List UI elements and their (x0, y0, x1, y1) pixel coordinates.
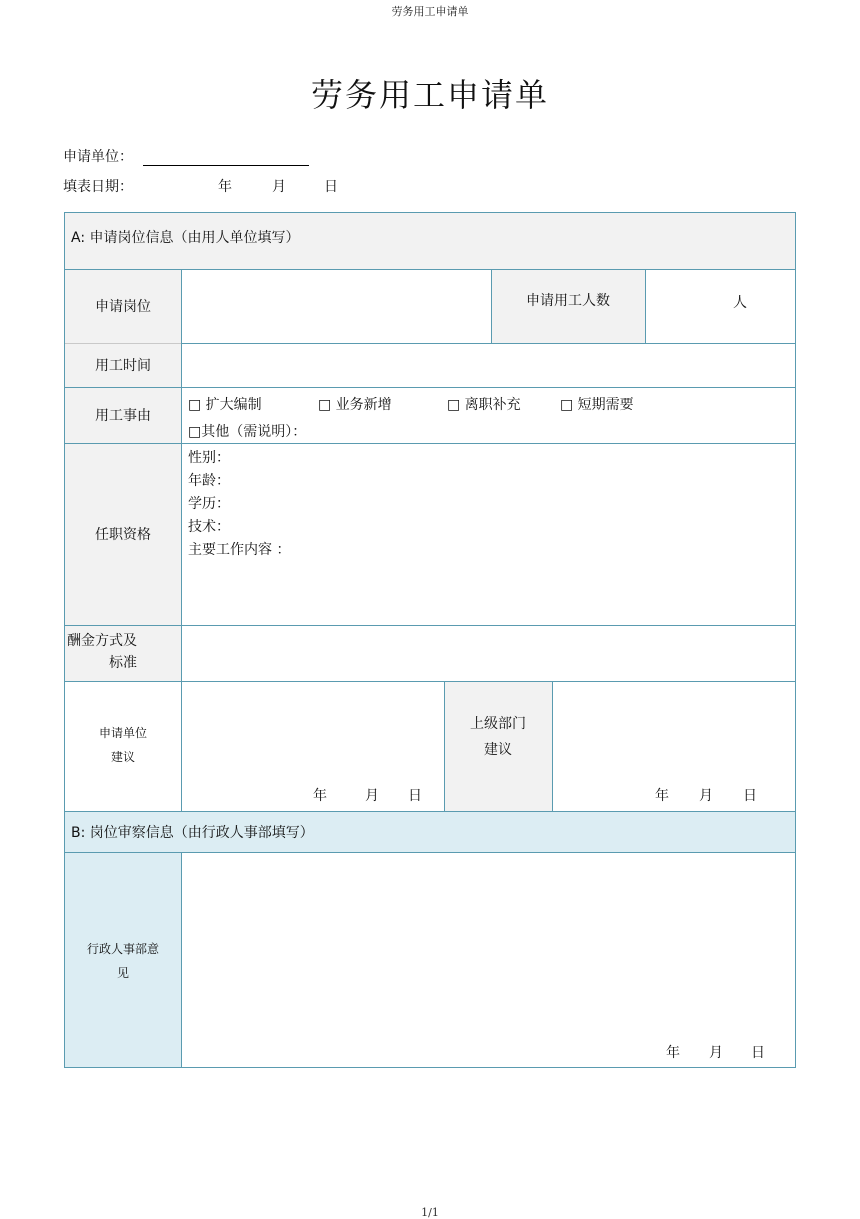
superior-advice-label (444, 711, 552, 763)
unit-advice-label-line2: 建议 (110, 750, 135, 764)
pay-field[interactable] (182, 626, 794, 680)
headcount-label: 申请用工人数 (526, 293, 610, 309)
hr-opinion-day: 日 (751, 1045, 765, 1061)
superior-advice-label-line2: 建议 (484, 742, 512, 758)
reason-option-new-business[interactable]: □ 业务新增 (318, 397, 392, 413)
superior-advice-day: 日 (743, 788, 757, 804)
superior-advice-label-line1: 上级部门 (470, 716, 526, 732)
superior-advice-field[interactable] (553, 682, 794, 810)
qualification-education: 学历： (188, 496, 230, 512)
document-title: 劳务用工申请单 (310, 76, 549, 114)
fill-date-year: 年 (218, 179, 232, 195)
section-a-title: A: 申请岗位信息（由用人单位填写） (71, 230, 300, 246)
unit-advice-month: 月 (365, 788, 379, 804)
unit-advice-year: 年 (313, 788, 327, 804)
hr-opinion-label-line1: 行政人事部意 (86, 942, 159, 956)
unit-advice-label (65, 721, 181, 769)
qualification-age: 年龄： (188, 473, 230, 489)
qualification-list (188, 447, 788, 562)
hr-opinion-year: 年 (666, 1045, 680, 1061)
hr-opinion-label (65, 937, 181, 985)
headcount-field[interactable] (646, 270, 794, 342)
qualification-label: 任职资格 (95, 527, 151, 543)
reason-option-expand[interactable]: □ 扩大编制 (188, 397, 262, 413)
qualification-skills: 技术： (188, 519, 230, 535)
reason-label: 用工事由 (95, 408, 151, 424)
hr-opinion-label-line2: 见 (116, 966, 129, 980)
fill-date-label: 填表日期： (63, 179, 133, 195)
page-number: 1/1 (421, 1206, 439, 1219)
hr-opinion-month: 月 (709, 1045, 723, 1061)
unit-advice-label-line1: 申请单位 (98, 726, 147, 740)
running-header: 劳务用工申请单 (391, 5, 469, 18)
reason-option-replacement[interactable]: □ 离职补充 (447, 397, 521, 413)
pay-label-line2: 标准 (109, 655, 137, 671)
reason-option-short-term[interactable]: □ 短期需要 (560, 397, 634, 413)
fill-date-day: 日 (324, 179, 338, 195)
headcount-unit: 人 (733, 295, 747, 311)
position-field[interactable] (182, 270, 490, 342)
superior-advice-month: 月 (699, 788, 713, 804)
fill-date-month: 月 (272, 179, 286, 195)
period-field[interactable] (182, 344, 794, 386)
qualification-gender: 性别： (188, 450, 230, 466)
unit-advice-day: 日 (408, 788, 422, 804)
applicant-unit-label: 申请单位： (63, 149, 133, 165)
reason-option-other[interactable]: □其他（需说明）： (188, 424, 307, 440)
applicant-unit-field[interactable] (143, 151, 309, 166)
qualification-job-content: 主要工作内容 ： (188, 542, 291, 558)
pay-label-line1: 酬金方式及 (67, 633, 137, 649)
hr-opinion-field[interactable] (182, 853, 794, 1066)
period-label: 用工时间 (95, 358, 151, 374)
applicant-unit-row (63, 146, 309, 166)
pay-label (65, 625, 181, 681)
section-b-title: B: 岗位审察信息（由行政人事部填写） (71, 825, 314, 841)
fill-date-row (63, 176, 133, 196)
position-label: 申请岗位 (95, 299, 151, 315)
application-form-table (64, 212, 796, 1068)
superior-advice-year: 年 (655, 788, 669, 804)
